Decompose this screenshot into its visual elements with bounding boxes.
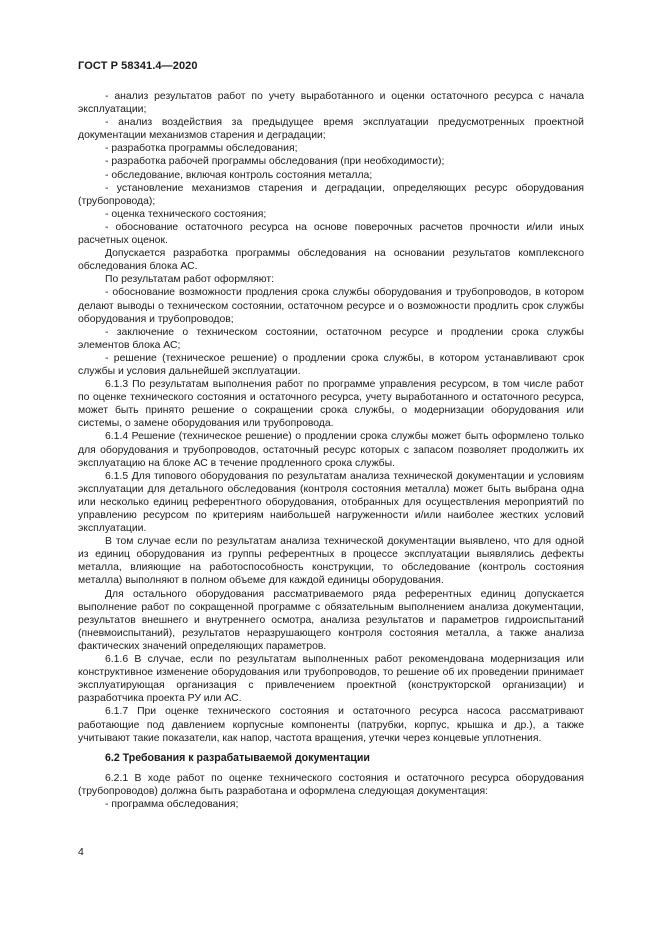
paragraph: - решение (техническое решение) о продлении срока службы, в котором устанавливают срок службы и условия дальнейшей эксплуатации. xyxy=(78,352,584,377)
paragraph: 6.2.1 В ходе работ по оценке технического состояния и остаточного ресурса оборудования (трубопроводов) должна быть разработана и оформлена следующая документация: xyxy=(78,772,584,797)
page-number: 4 xyxy=(78,846,84,858)
paragraph: 6.1.4 Решение (техническое решение) о продлении срока службы может быть оформлено только для оборудования и трубопроводов, остаточный ресурс которых с запасом позволяет продолжить их эксплуатацию на блоке АС в течение продленного срока службы. xyxy=(78,431,584,469)
paragraph: - обследование, включая контроль состояния металла; xyxy=(105,169,373,181)
paragraph: - разработка рабочей программы обследования (при необходимости); xyxy=(105,156,445,168)
paragraph: - разработка программы обследования; xyxy=(105,143,298,155)
paragraph: Допускается разработка программы обследования на основании результатов комплексного обследования блока АС. xyxy=(78,248,584,273)
paragraph: - заключение о техническом состоянии, остаточном ресурсе и продлении срока службы элементов блока АС; xyxy=(78,326,584,351)
standard-id-header: ГОСТ Р 58341.4—2020 xyxy=(78,60,198,72)
paragraph: - обоснование остаточного ресурса на основе поверочных расчетов прочности и/или иных расчетных оценок. xyxy=(78,221,584,247)
paragraph: - программа обследования; xyxy=(105,798,239,810)
paragraph: - анализ результатов работ по учету выработанного и оценки остаточного ресурса с начала эксплуатации; xyxy=(78,91,584,116)
paragraph: Для остального оборудования рассматриваемого ряда референтных единиц допускается выполнение работ по сокращенной программе с обязательным выполнением анализа документации, результатов внешнего и внутреннего осмотра, анализа результатов и параметров гидроиспытаний (пневмоиспытаний), результатов неразрушающего контроля состояния металла, а также анализа фактических значений определяющих параметров. xyxy=(78,588,584,652)
paragraph: 6.1.7 При оценке технического состояния и остаточного ресурса насоса рассматривают работающие под давлением корпусные компоненты (патрубки, корпус, крышка и др.), а также учитывают такие показатели, как напор, частота вращения, утечки через концевые уплотнения. xyxy=(78,706,584,744)
paragraph: - анализ воздействия за предыдущее время эксплуатации предусмотренных проектной документации механизмов старения и деградации; xyxy=(78,117,584,142)
paragraph: - оценка технического состояния; xyxy=(105,208,267,220)
section-heading: 6.2 Требования к разрабатываемой документации xyxy=(105,751,370,764)
document-body xyxy=(78,90,584,811)
paragraph: В том случае если по результатам анализа технической документации выявлено, что для одной из единиц оборудования из группы референтных в процессе эксплуатации выявлялись дефекты металла, влияющие на работоспособность конструкции, то обследование (контроль состояния металла) выполняют в полном объеме для каждой единицы оборудования. xyxy=(78,536,584,587)
paragraph: 6.1.3 По результатам выполнения работ по программе управления ресурсом, в том числе работ по оценке технического состояния и остаточного ресурса, учету выработанного и остаточного ресурса, может быть принято решение о сокращении срока службы, о модернизации оборудования или системы, о замене оборудования или трубопровода. xyxy=(78,379,584,430)
paragraph: 6.1.5 Для типового оборудования по результатам анализа технической документации и условиям эксплуатации для детального обследования (контроля состояния металла) может быть выбрана одна или несколько единиц референтного оборудования, отобранных для осуществления мероприятий по управлению ресурсом по критериям наибольшей нагруженности и/или наиболее жестких условий эксплуатации. xyxy=(78,470,584,535)
paragraph: 6.1.6 В случае, если по результатам выполненных работ рекомендована модернизация или конструктивное изменение оборудования или трубопроводов, то решение об их проведении принимает эксплуатирующая организация с привлечением проектной (конструкторской организации) и разработчика проекта РУ или АС. xyxy=(78,654,584,705)
paragraph: По результатам работ оформляют: xyxy=(105,274,275,286)
paragraph: - обоснование возможности продления срока службы оборудования и трубопроводов, в котором делают выводы о техническом состоянии, остаточном ресурсе и о возможности продлить срок службы оборудования и трубопроводов; xyxy=(78,287,584,325)
paragraph: - установление механизмов старения и деградации, определяющих ресурс оборудования (трубопровода); xyxy=(78,182,584,207)
